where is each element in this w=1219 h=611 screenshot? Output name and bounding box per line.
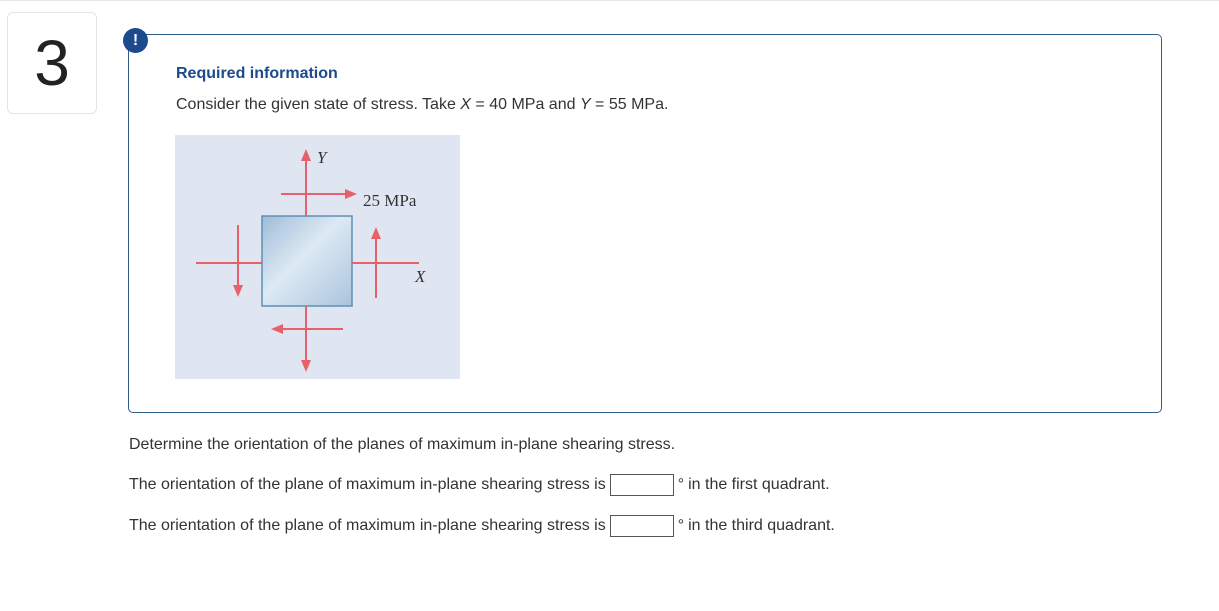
stress-element-figure	[175, 135, 460, 379]
stress-element	[262, 216, 352, 306]
answer-row-third-quadrant	[129, 514, 835, 538]
degree-unit: °	[677, 476, 685, 493]
top-divider	[0, 0, 1219, 1]
answer-suffix: in the third quadrant.	[688, 517, 835, 534]
y-variable: Y	[579, 96, 591, 113]
y-axis-label: Y	[317, 148, 327, 167]
info-title: Required information	[176, 65, 338, 82]
stress-diagram	[175, 135, 460, 379]
answer-prefix: The orientation of the plane of maximum in-plane shearing stress is	[129, 476, 606, 493]
y-value-text: = 55 MPa.	[590, 96, 669, 113]
answer-suffix: in the first quadrant.	[688, 476, 830, 493]
question-text: Determine the orientation of the planes of maximum in-plane shearing stress.	[129, 436, 676, 453]
info-text-prefix: Consider the given state of stress. Take	[176, 96, 461, 113]
left-shear-arrow	[233, 225, 243, 297]
x-axis-label: X	[415, 267, 426, 286]
x-value-text: = 40 MPa and	[470, 96, 580, 113]
left-normal-arrow	[196, 258, 262, 268]
degree-unit: °	[677, 517, 685, 534]
angle-input-third-quadrant[interactable]	[610, 515, 674, 537]
x-variable: X	[460, 96, 471, 113]
answer-prefix: The orientation of the plane of maximum in-plane shearing stress is	[129, 517, 606, 534]
angle-input-first-quadrant[interactable]	[610, 474, 674, 496]
shear-stress-label: 25 MPa	[363, 191, 417, 210]
top-normal-arrow	[301, 149, 311, 216]
answer-row-first-quadrant	[129, 473, 830, 497]
top-shear-arrow	[281, 189, 357, 199]
exclamation-icon: !	[123, 28, 148, 53]
question-number: 3	[7, 12, 97, 114]
info-text	[176, 96, 668, 114]
bottom-normal-arrow	[301, 306, 311, 372]
required-information-panel	[128, 34, 1162, 413]
